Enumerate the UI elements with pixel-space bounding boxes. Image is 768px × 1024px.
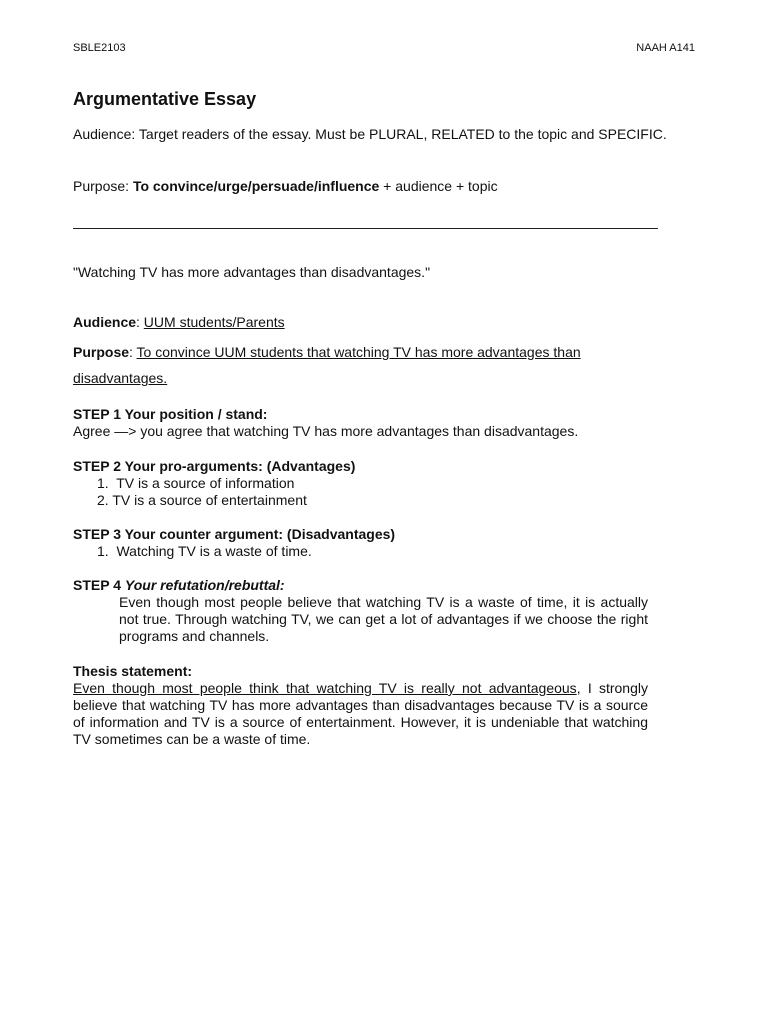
purpose-line xyxy=(73,339,695,391)
thesis-heading xyxy=(73,663,695,680)
audience-definition xyxy=(73,126,695,143)
step2-heading-text: STEP 2 Your pro-arguments: (Advantages) xyxy=(73,458,356,474)
list-text: Watching TV is a waste of time. xyxy=(116,543,312,559)
step1-heading: STEP 1 Your position / stand: xyxy=(73,406,268,422)
audience-def-text: Target readers of the essay. Must be PLURAL, RELATED to the topic and SPECIFIC. xyxy=(138,126,667,142)
step4-heading xyxy=(73,577,695,594)
page-title: Argumentative Essay xyxy=(73,89,257,109)
purpose-value-line1: To convince UUM students that watching TV has more advantages than xyxy=(136,344,581,360)
step1-text: Agree —> you agree that watching TV has more advantages than disadvantages. xyxy=(73,423,579,439)
purpose-def-rest: + audience + topic xyxy=(379,178,498,194)
topic-statement: "Watching TV has more advantages than disadvantages." xyxy=(73,264,431,280)
audience-line xyxy=(73,314,695,331)
list-text: TV is a source of entertainment xyxy=(112,492,307,508)
audience-sep: : xyxy=(136,314,144,330)
purpose-sep: : xyxy=(129,344,137,360)
step4-text: Even though most people believe that watching TV is a waste of time, it is actually not true. Through watching TV, we can get a lot of advantages if we choose the right programs and channels. xyxy=(119,594,648,644)
purpose-value-line2: disadvantages. xyxy=(73,370,168,386)
audience-label: Audience xyxy=(73,314,137,330)
purpose-label: Purpose xyxy=(73,344,130,360)
list-text: TV is a source of information xyxy=(116,475,295,491)
step1 xyxy=(73,406,695,440)
header-code: NAAH A141 xyxy=(636,42,695,54)
thesis-rest: , I strongly believe that watching TV has more advantages than disadvantages because TV is a source of information and TV is a source of entertainment. However, it is undeniable that watching TV sometimes can be a waste of time. xyxy=(73,680,648,747)
step3-heading xyxy=(73,526,695,543)
list-number: 1. xyxy=(97,543,109,559)
list-number: 1. xyxy=(97,475,109,491)
thesis-heading-text: Thesis statement: xyxy=(73,663,193,679)
step2-heading xyxy=(73,458,695,475)
step4-heading-italic: Your refutation/rebuttal: xyxy=(124,577,285,593)
thesis-statement xyxy=(73,680,648,748)
divider-line xyxy=(73,228,658,229)
purpose-def-bold: To convince/urge/persuade/influence xyxy=(132,178,380,194)
thesis-underlined: Even though most people think that watching TV is really not advantageous xyxy=(73,680,577,696)
list-number: 2. xyxy=(97,492,109,508)
step3-heading-text: STEP 3 Your counter argument: (Disadvantages) xyxy=(73,526,396,542)
purpose-def-label: Purpose: xyxy=(73,178,130,194)
header-course-code: SBLE2103 xyxy=(73,42,126,54)
list-item xyxy=(97,492,307,509)
audience-value: UUM students/Parents xyxy=(143,314,285,330)
list-item xyxy=(97,475,294,492)
step4-heading-prefix: STEP 4 xyxy=(73,577,125,593)
audience-def-label: Audience: xyxy=(73,126,136,142)
list-item xyxy=(97,543,312,560)
purpose-definition xyxy=(73,178,695,195)
